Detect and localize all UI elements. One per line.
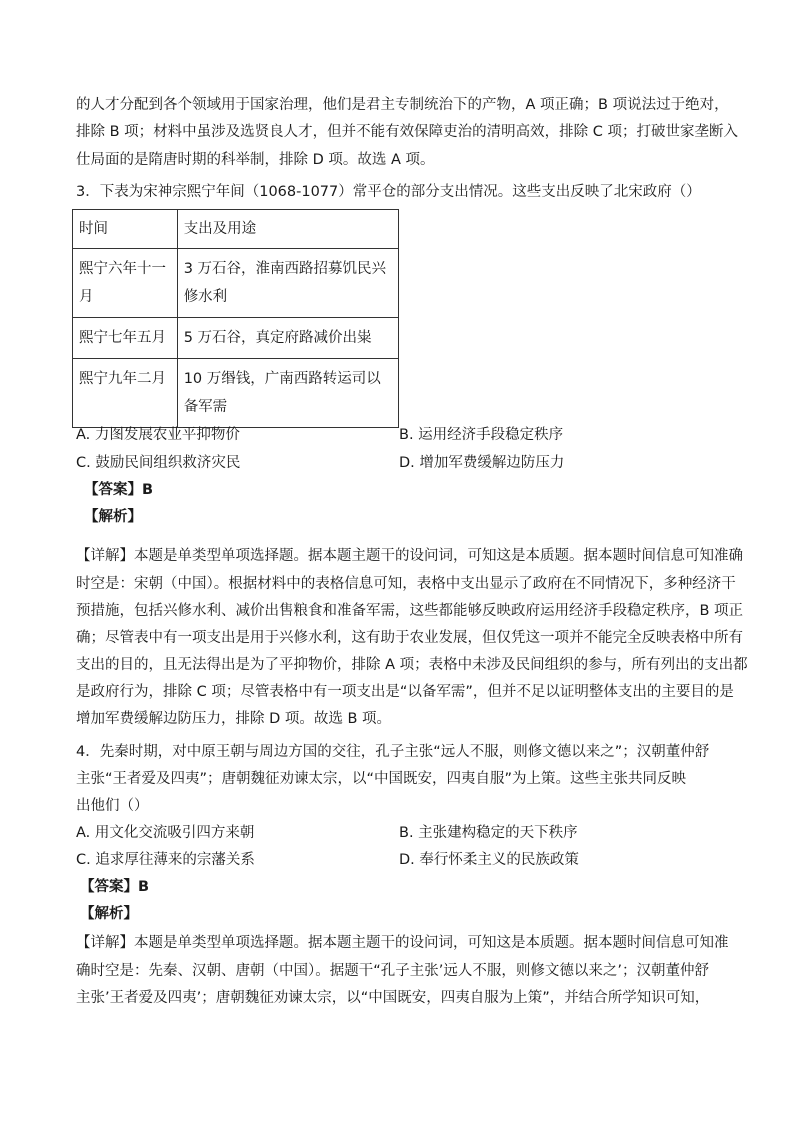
table-cell: 熙宁七年五月 [73, 318, 178, 359]
q3-option-c: C. 鼓励民间组织救济灾民 [76, 455, 241, 471]
q4-stem-line-3: 出他们（） [76, 798, 149, 814]
q4-detail-line-1: 【详解】本题是单类型单项选择题。据本题主题干的设问词，可知这是本质题。据本题时间信息可知准 [76, 935, 729, 951]
q3-detail-line-1: 【详解】本题是单类型单项选择题。据本题主题干的设问词，可知这是本质题。据本题时间信息可知准确 [76, 548, 743, 564]
q3-option-b: B. 运用经济手段稳定秩序 [399, 427, 564, 443]
q4-stem-line-2: 主张“王者爱及四夷”；唐朝魏征劝谏太宗，以“中国既安，四夷自服”为上策。这些主张共同反映 [76, 771, 687, 787]
table-cell: 5 万石谷，真定府路减价出粜 [177, 318, 398, 359]
q3-detail-line-6: 是政府行为，排除 C 项；尽管表格中有一项支出是“以备军需”，但并不足以证明整体支出的主要目的是 [76, 684, 734, 700]
q4-answer: 【答案】B [80, 879, 150, 895]
q4-option-c: C. 追求厚往薄来的宗藩关系 [76, 852, 255, 868]
table-header-cell: 时间 [73, 210, 178, 249]
q4-option-a: A. 用文化交流吸引四方来朝 [76, 825, 255, 841]
table-row [73, 359, 399, 428]
q4-detail-line-3: 主张’王者爱及四夷’；唐朝魏征劝谏太宗，以“中国既安，四夷自服为上策”，并结合所学知识可知， [76, 990, 710, 1006]
intro-line-3: 仕局面的是隋唐时期的科举制，排除 D 项。故选 A 项。 [76, 152, 435, 168]
table-cell: 3 万石谷，淮南西路招募饥民兴修水利 [177, 249, 398, 318]
table-header-row [73, 210, 399, 249]
q3-detail-line-5: 支出的目的，且无法得出是为了平抑物价，排除 A 项；表格中未涉及民间组织的参与，所有列出的支出都 [76, 657, 748, 673]
q3-detail-line-2: 时空是：宋朝（中国）。根据材料中的表格信息可知，表格中支出显示了政府在不同情况下，多种经济干 [76, 576, 736, 592]
intro-line-2: 排除 B 项；材料中虽涉及选贤良人才，但并不能有效保障吏治的清明高效，排除 C 项；打破世家垄断入 [76, 124, 739, 140]
q3-detail-line-7: 增加军费缓解边防压力，排除 D 项。故选 B 项。 [76, 711, 392, 727]
table-cell: 熙宁六年十一月 [73, 249, 178, 318]
table-row [73, 249, 399, 318]
q4-detail-line-2: 确时空是：先秦、汉朝、唐朝（中国）。据题干“孔子主张’远人不服，则修文德以来之’；汉朝董仲舒 [76, 963, 709, 979]
q3-answer: 【答案】B [84, 482, 154, 498]
table-cell: 熙宁九年二月 [73, 359, 178, 428]
q3-detail-line-3: 预措施，包括兴修水利、减价出售粮食和准备军需，这些都能够反映政府运用经济手段稳定秩序，B 项正 [76, 603, 744, 619]
q3-detail-line-4: 确；尽管表中有一项支出是用于兴修水利，这有助于农业发展，但仅凭这一项并不能完全反映表格中所有 [76, 630, 743, 646]
q4-option-b: B. 主张建构稳定的天下秩序 [399, 825, 578, 841]
q3-table [72, 209, 399, 428]
table-row [73, 318, 399, 359]
q4-option-d: D. 奉行怀柔主义的民族政策 [399, 852, 579, 868]
intro-line-1: 的人才分配到各个领域用于国家治理，他们是君主专制统治下的产物，A 项正确；B 项说法过于绝对， [76, 97, 729, 113]
q4-analysis-label: 【解析】 [80, 906, 138, 922]
q3-option-d: D. 增加军费缓解边防压力 [399, 455, 565, 471]
q3-option-a: A. 力图发展农业平抑物价 [76, 427, 240, 443]
q4-stem-line-1: 4．先秦时期，对中原王朝与周边方国的交往，孔子主张“远人不服，则修文德以来之”；汉朝董仲舒 [76, 744, 710, 760]
table-cell: 10 万缗钱，广南西路转运司以备军需 [177, 359, 398, 428]
q3-analysis-label: 【解析】 [84, 509, 142, 525]
q3-stem: 3．下表为宋神宗熙宁年间（1068-1077）常平仓的部分支出情况。这些支出反映了北宋政府（） [76, 184, 701, 200]
table-header-cell: 支出及用途 [177, 210, 398, 249]
